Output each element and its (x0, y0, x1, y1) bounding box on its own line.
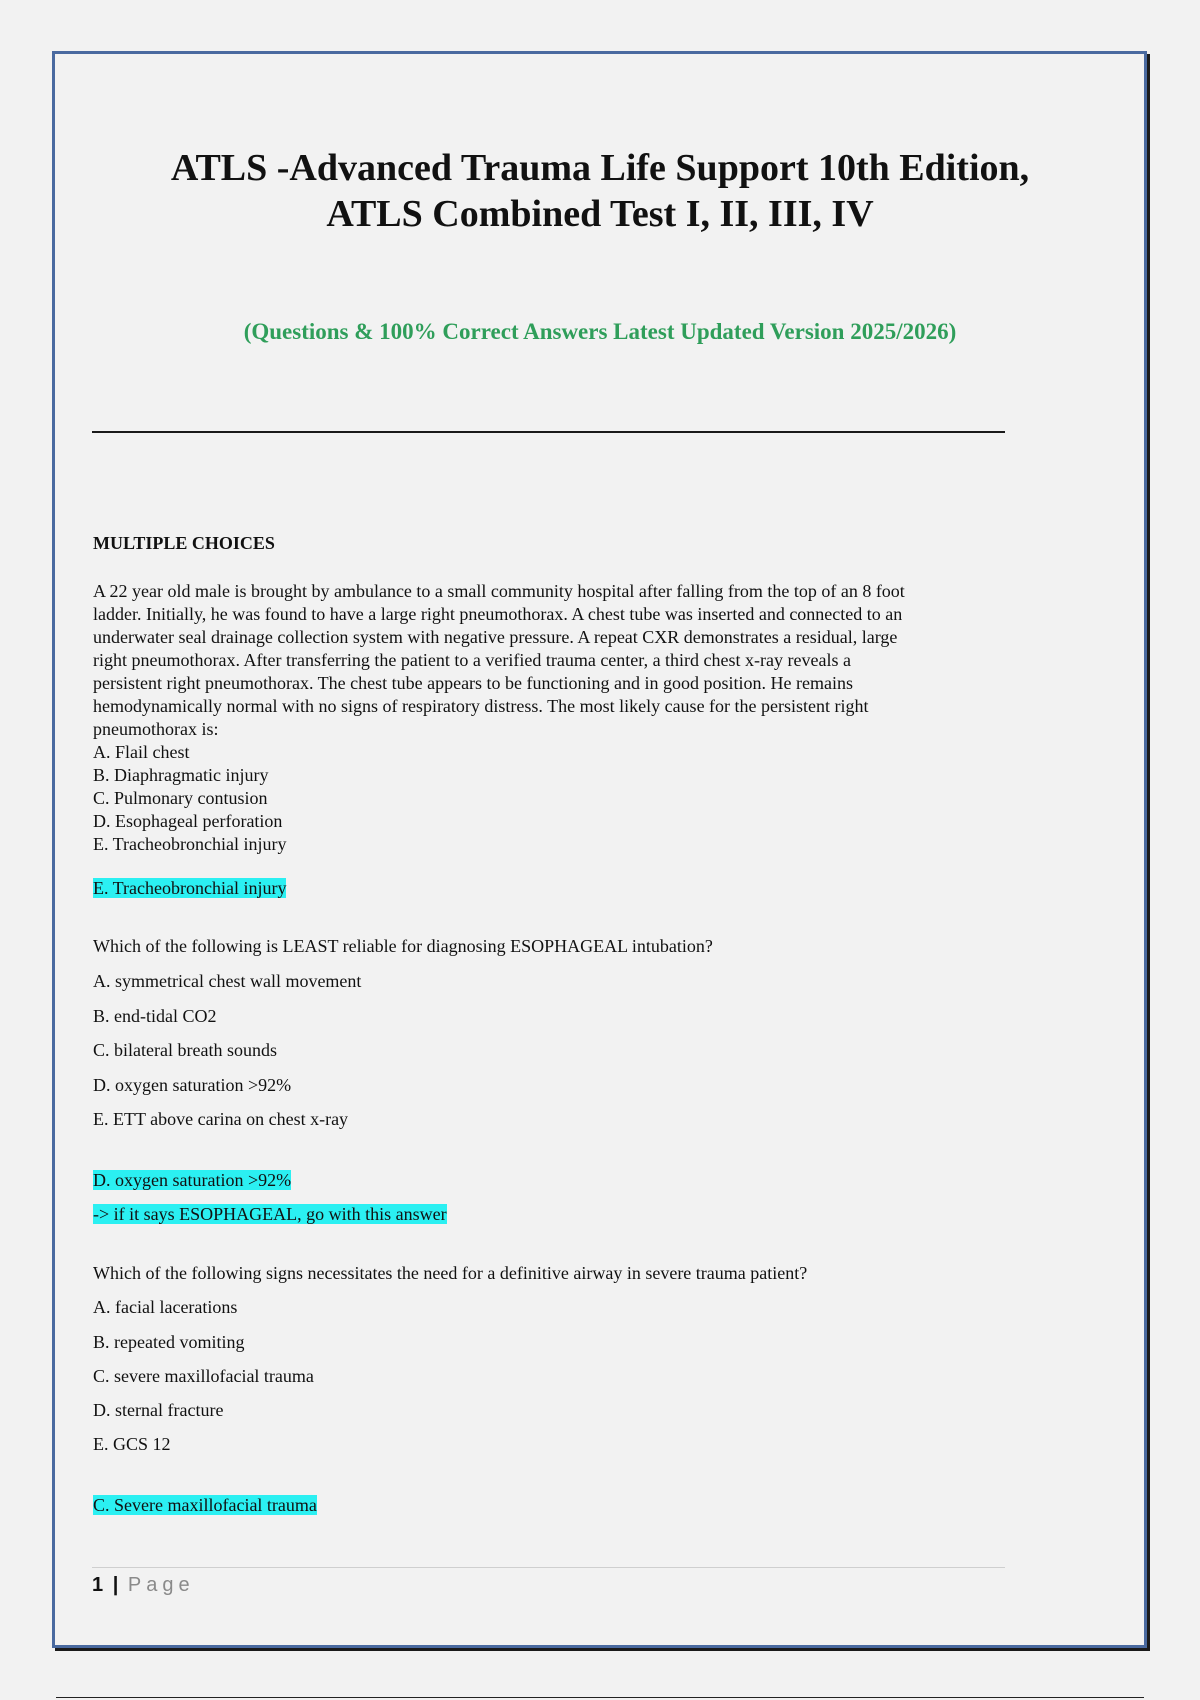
answer-highlight: C. Severe maxillofacial trauma (93, 1495, 317, 1515)
question-3-option: C. severe maxillofacial trauma (93, 1366, 314, 1386)
question-1-stem-line: pneumothorax is: (93, 719, 219, 739)
footer-separator: | (112, 1574, 119, 1596)
title-divider (92, 431, 1005, 433)
question-2-option: C. bilateral breath sounds (93, 1040, 277, 1060)
question-1-stem-line: A 22 year old male is brought by ambulance to a small community hospital after falling from the top of an 8 foot (93, 581, 905, 601)
question-1-option: A. Flail chest (93, 742, 190, 762)
question-1-answer (93, 878, 286, 899)
question-1-stem-line: ladder. Initially, he was found to have a large right pneumothorax. A chest tube was inserted and connected to an (93, 604, 903, 624)
question-1-stem-line: right pneumothorax. After transferring the patient to a verified trauma center, a third chest x-ray reveals a (93, 650, 851, 670)
question-2-answer-note (93, 1204, 447, 1225)
page-footer (92, 1567, 1005, 1597)
answer-highlight: D. oxygen saturation >92% (93, 1170, 292, 1190)
answer-highlight: -> if it says ESOPHAGEAL, go with this answer (93, 1204, 447, 1224)
question-1-option: B. Diaphragmatic injury (93, 765, 269, 785)
question-3-option: D. sternal fracture (93, 1400, 224, 1420)
question-1-stem-line: hemodynamically normal with no signs of respiratory distress. The most likely cause for the persistent right (93, 696, 869, 716)
question-1-stem-line: persistent right pneumothorax. The chest tube appears to be functioning and in good position. He remains (93, 673, 853, 693)
section-heading: MULTIPLE CHOICES (93, 533, 275, 553)
question-3-option: E. GCS 12 (93, 1434, 171, 1454)
title-line-2: ATLS Combined Test I, II, III, IV (326, 193, 874, 235)
question-2-option: A. symmetrical chest wall movement (93, 971, 362, 991)
question-1-stem-line: underwater seal drainage collection system with negative pressure. A repeat CXR demonstrates a residual, large (93, 627, 898, 647)
question-3-stem: Which of the following signs necessitates the need for a definitive airway in severe trauma patient? (93, 1263, 808, 1283)
question-2-stem: Which of the following is LEAST reliable for diagnosing ESOPHAGEAL intubation? (93, 936, 713, 956)
document-title (0, 145, 1200, 237)
answer-highlight: E. Tracheobronchial injury (93, 878, 287, 898)
page-label: Page (127, 1574, 195, 1596)
document-subtitle: (Questions & 100% Correct Answers Latest Updated Version 2025/2026) (243, 319, 957, 344)
question-2-answer (93, 1170, 291, 1191)
question-1 (93, 580, 1013, 856)
question-2-option: E. ETT above carina on chest x-ray (93, 1109, 349, 1129)
page-number: 1 (92, 1574, 104, 1596)
question-1-option: E. Tracheobronchial injury (93, 834, 287, 854)
question-1-option: D. Esophageal perforation (93, 811, 283, 831)
question-3-option: A. facial lacerations (93, 1297, 238, 1317)
question-3-option: B. repeated vomiting (93, 1332, 245, 1352)
question-1-option: C. Pulmonary contusion (93, 788, 268, 808)
title-line-1: ATLS -Advanced Trauma Life Support 10th Edition, (170, 147, 1030, 189)
question-2-option: D. oxygen saturation >92% (93, 1075, 292, 1095)
bottom-rule (56, 1697, 1144, 1698)
question-3-answer (93, 1495, 317, 1516)
question-2-option: B. end-tidal CO2 (93, 1006, 217, 1026)
document-body (93, 530, 1013, 1515)
